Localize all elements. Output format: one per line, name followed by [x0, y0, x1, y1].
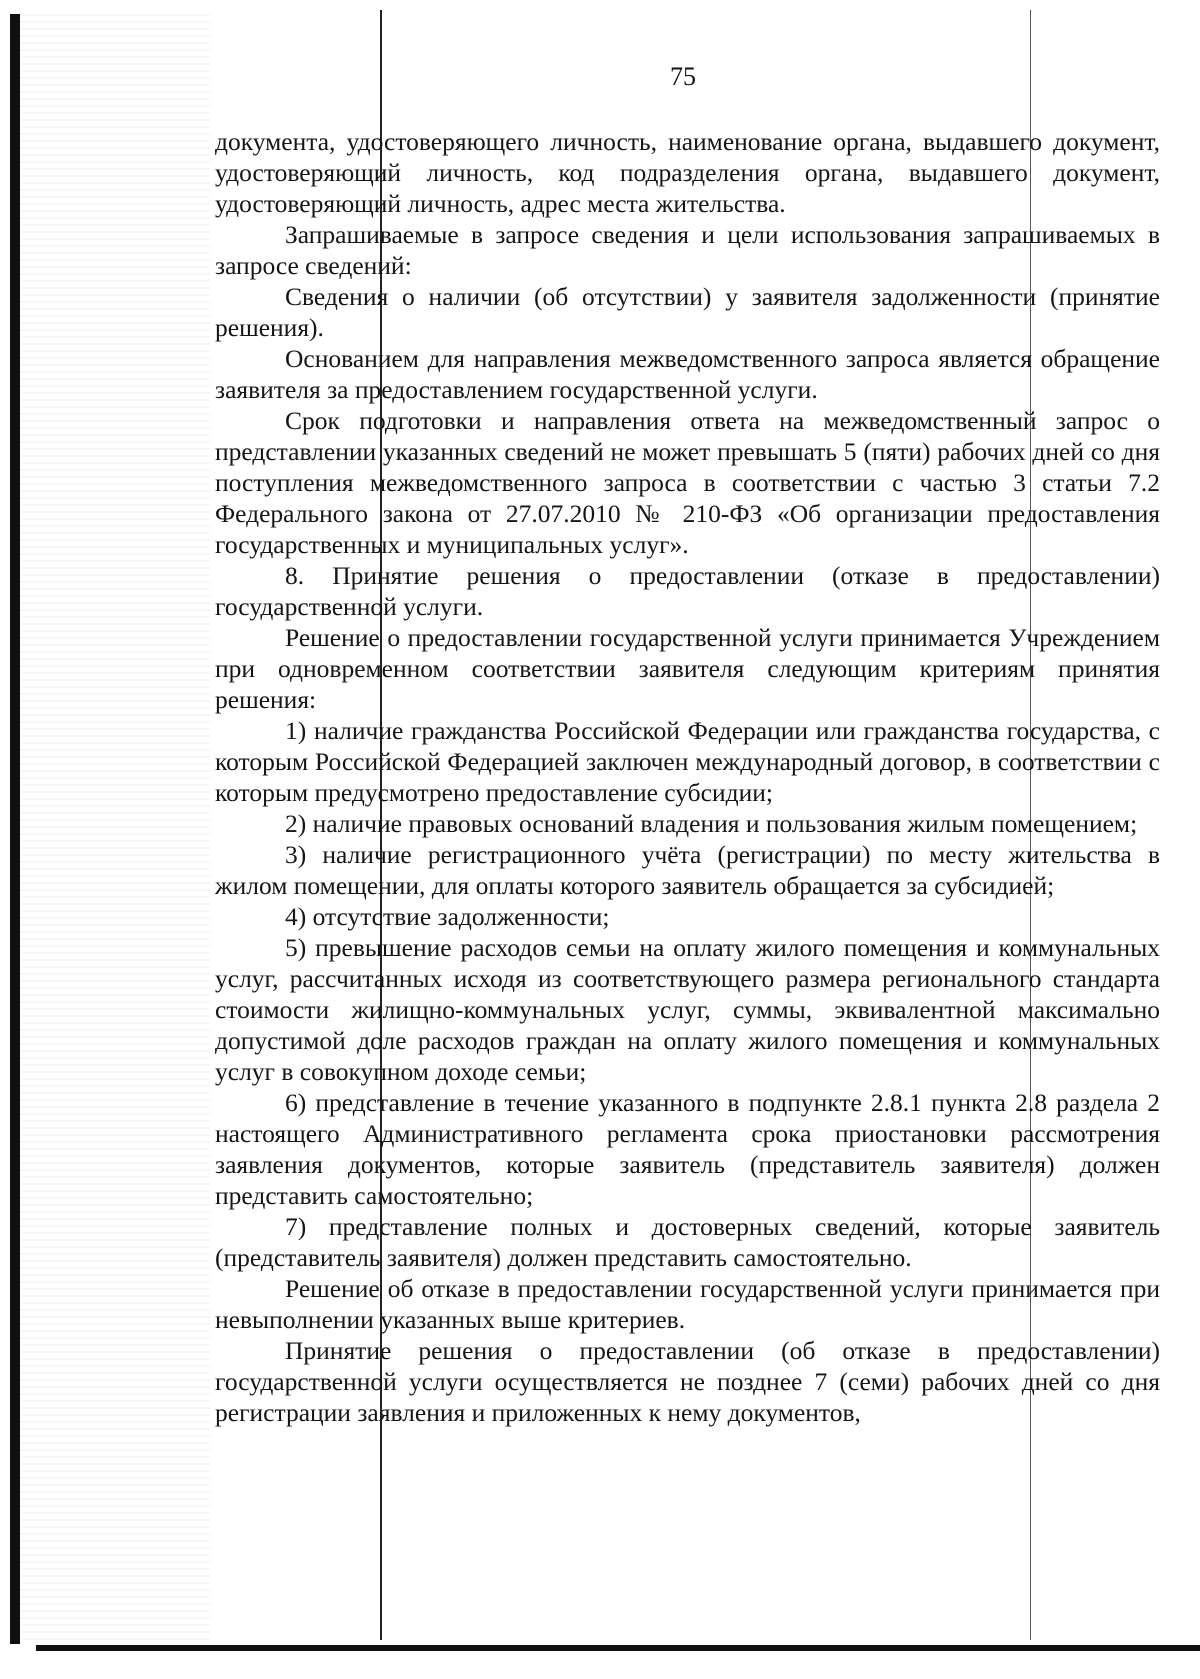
scan-noise	[20, 14, 210, 1644]
paragraph: Решение о предоставлении государственной услуги принимается Учреждением при одновременном соответствии заявителя следующим критериям принятия решения:	[215, 623, 1160, 714]
scan-edge-left	[10, 14, 20, 1644]
list-item: 3) наличие регистрационного учёта (регистрации) по месту жительства в жилом помещении, для оплаты которого заявитель обращается за субсидией;	[215, 840, 1160, 900]
list-item: 2) наличие правовых оснований владения и пользования жилым помещением;	[285, 809, 1138, 838]
paragraph: Сведения о наличии (об отсутствии) у заявителя задолженности (принятие решения).	[215, 282, 1160, 342]
paragraph: документа, удостоверяющего личность, наименование органа, выдавшего документ, удостоверяющий личность, код подразделения органа, выдавшего документ, удостоверяющий личность, адрес места жительства.	[215, 127, 1160, 218]
list-item: 6) представление в течение указанного в подпункте 2.8.1 пункта 2.8 раздела 2 настоящего Административного регламента срока приостановки рассмотрения заявления документов, которые заявитель (представитель заявителя) должен представить самостоятельно;	[215, 1088, 1160, 1210]
paragraph: Основанием для направления межведомственного запроса является обращение заявителя за предоставлением государственной услуги.	[215, 344, 1160, 404]
paragraph: Принятие решения о предоставлении (об отказе в предоставлении) государственной услуги осуществляется не позднее 7 (семи) рабочих дней со дня регистрации заявления и приложенных к нему документов,	[215, 1336, 1160, 1427]
document-body	[215, 126, 1160, 1428]
paragraph: Срок подготовки и направления ответа на межведомственный запрос о представлении указанных сведений не может превышать 5 (пяти) рабочих дней со дня поступления межведомственного запроса в соответствии с частью 3 статьи 7.2 Федерального закона от 27.07.2010 № 210-ФЗ «Об организации предоставления государственных и муниципальных услуг».	[215, 406, 1160, 559]
paragraph: Запрашиваемые в запросе сведения и цели использования запрашиваемых в запросе сведений:	[215, 220, 1160, 280]
page-number: 75	[670, 62, 696, 91]
list-item: 7) представление полных и достоверных сведений, которые заявитель (представитель заявителя) должен представить самостоятельно.	[215, 1212, 1160, 1272]
list-item: 5) превышение расходов семьи на оплату жилого помещения и коммунальных услуг, рассчитанных исходя из соответствующего размера регионального стандарта стоимости жилищно-коммунальных услуг, суммы, эквивалентной максимально допустимой доле расходов граждан на оплату жилого помещения и коммунальных услуг в совокупном доходе семьи;	[215, 933, 1160, 1086]
paragraph: Решение об отказе в предоставлении государственной услуги принимается при невыполнении указанных выше критериев.	[215, 1274, 1160, 1334]
list-item: 4) отсутствие задолженности;	[285, 902, 610, 931]
list-item: 1) наличие гражданства Российской Федерации или гражданства государства, с которым Российской Федерацией заключен международный договор, в соответствии с которым предусмотрено предоставление субсидии;	[215, 716, 1160, 807]
scan-edge-bottom	[36, 1645, 1200, 1651]
section-heading: 8. Принятие решения о предоставлении (отказе в предоставлении) государственной услуги.	[215, 561, 1160, 621]
